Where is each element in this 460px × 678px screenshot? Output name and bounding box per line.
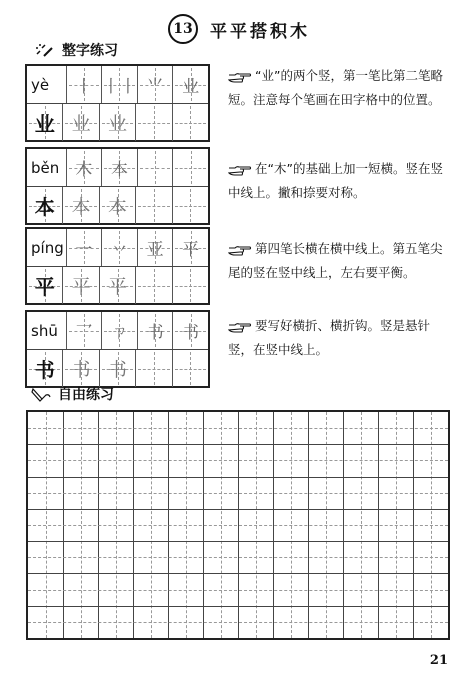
pinyin-cell: běn xyxy=(31,158,60,177)
lesson-header xyxy=(168,14,310,44)
grid-line-horizontal xyxy=(28,477,448,478)
trace-cell[interactable]: 业 xyxy=(62,104,98,141)
stroke-cell: 书 xyxy=(172,312,208,349)
note-text: “业”的两个竖，第一笔比第二笔略短。注意每个笔画在田字格中的位置。 xyxy=(228,68,443,107)
trace-row xyxy=(27,103,208,141)
stroke-cell: 本 xyxy=(101,149,137,186)
trace-cell[interactable]: 本 xyxy=(62,187,98,224)
stroke-cell: ㄗ xyxy=(101,312,137,349)
model-char-cell: 本 xyxy=(27,187,62,224)
grid-line-horizontal xyxy=(28,590,448,591)
grid-line-horizontal xyxy=(28,573,448,574)
note-ping xyxy=(228,237,450,285)
lesson-title: 平平搭积木 xyxy=(210,21,310,42)
drill-heading-text: 整字练习 xyxy=(62,43,118,59)
model-char-cell: 业 xyxy=(27,104,62,141)
stroke-cell: 丨 xyxy=(66,66,102,103)
trace-row xyxy=(27,349,208,387)
trace-row xyxy=(27,266,208,304)
drill-heading xyxy=(34,40,118,60)
grid-line-horizontal xyxy=(28,460,448,461)
practice-block-ping xyxy=(25,227,210,305)
trace-cell[interactable]: 书 xyxy=(99,350,135,387)
sparkle-pencil-icon xyxy=(34,42,56,58)
trace-cell[interactable]: 平 xyxy=(99,267,135,304)
stroke-cell: ⺌ xyxy=(137,66,173,103)
stroke-cell: 一 xyxy=(66,229,102,266)
pointing-hand-icon xyxy=(228,244,252,256)
trace-cell[interactable]: 平 xyxy=(62,267,98,304)
empty-cell[interactable] xyxy=(135,350,171,387)
model-char-cell: 平 xyxy=(27,267,62,304)
stroke-row xyxy=(27,229,208,266)
lesson-number: 13 xyxy=(173,21,193,37)
trace-cell[interactable]: 本 xyxy=(99,187,135,224)
note-ye xyxy=(228,64,450,112)
grid-line-horizontal xyxy=(28,509,448,510)
grid-line-horizontal xyxy=(28,428,448,429)
trace-cell[interactable]: 业 xyxy=(99,104,135,141)
empty-cell[interactable] xyxy=(135,187,171,224)
empty-cell[interactable] xyxy=(137,149,173,186)
empty-cell[interactable] xyxy=(172,104,208,141)
stroke-cell: 丷 xyxy=(101,229,137,266)
stroke-row xyxy=(27,66,208,103)
note-text: 第四笔长横在横中线上。第五笔尖尾的竖在竖中线上，左右要平衡。 xyxy=(228,241,443,280)
grid-line-horizontal xyxy=(28,557,448,558)
pencil-icon xyxy=(30,386,52,402)
page-number: 21 xyxy=(429,653,448,668)
note-text: 在“木”的基础上加一短横。竖在竖中线上。撇和捺要对称。 xyxy=(228,161,443,200)
pointing-hand-icon xyxy=(228,321,252,333)
practice-block-ben xyxy=(25,147,210,225)
grid-line-horizontal xyxy=(28,541,448,542)
empty-cell[interactable] xyxy=(172,350,208,387)
trace-row xyxy=(27,186,208,224)
practice-block-ye xyxy=(25,64,210,142)
note-text: 要写好横折、横折钩。竖是悬针竖，在竖中线上。 xyxy=(228,318,431,357)
free-practice-heading xyxy=(30,384,114,404)
trace-cell[interactable]: 书 xyxy=(62,350,98,387)
lesson-number-badge xyxy=(168,14,198,44)
stroke-cell: 平 xyxy=(172,229,208,266)
stroke-row xyxy=(27,312,208,349)
stroke-cell: 丨丨 xyxy=(101,66,137,103)
note-shu xyxy=(228,314,450,362)
stroke-cell: 乛 xyxy=(66,312,102,349)
stroke-cell: 木 xyxy=(66,149,102,186)
stroke-cell: 业 xyxy=(172,66,208,103)
empty-cell[interactable] xyxy=(135,267,171,304)
free-practice-heading-text: 自由练习 xyxy=(58,387,114,403)
pointing-hand-icon xyxy=(228,71,252,83)
pointing-hand-icon xyxy=(228,164,252,176)
empty-cell[interactable] xyxy=(172,267,208,304)
note-ben xyxy=(228,157,450,205)
empty-cell[interactable] xyxy=(172,149,208,186)
pinyin-cell: shū xyxy=(31,321,58,340)
empty-cell[interactable] xyxy=(172,187,208,224)
grid-line-horizontal xyxy=(28,525,448,526)
model-char-cell: 书 xyxy=(27,350,62,387)
stroke-row xyxy=(27,149,208,186)
stroke-cell: 书 xyxy=(137,312,173,349)
stroke-cell: 亚 xyxy=(137,229,173,266)
free-practice-grid[interactable] xyxy=(26,410,450,640)
pinyin-cell: píng xyxy=(31,238,64,257)
grid-line-horizontal xyxy=(28,622,448,623)
grid-line-horizontal xyxy=(28,493,448,494)
pinyin-cell: yè xyxy=(31,75,50,94)
grid-line-horizontal xyxy=(28,606,448,607)
empty-cell[interactable] xyxy=(135,104,171,141)
grid-line-horizontal xyxy=(28,444,448,445)
practice-block-shu xyxy=(25,310,210,388)
